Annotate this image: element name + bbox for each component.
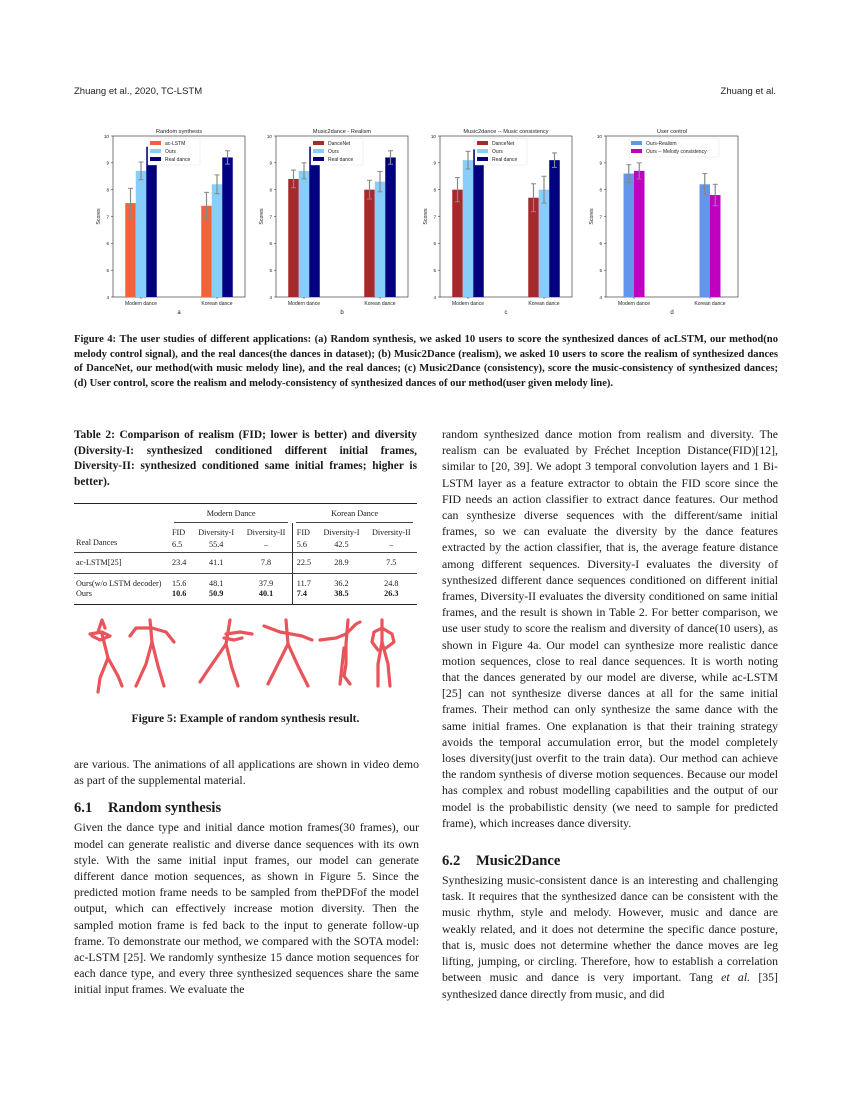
svg-text:ac-LSTM: ac-LSTM (165, 141, 186, 147)
svg-text:Modern dance: Modern dance (452, 301, 484, 307)
svg-text:4: 4 (269, 294, 272, 300)
chart-a-random-synthesis (92, 124, 257, 320)
section-6-1-paragraph: Given the dance type and initial dance motion frames(30 frames), our model can generate realistic and diverse dance sequences with its own style. With the same initial input frames, our model can generate different dance motion sequences, as shown in Figure 5. Since the predicted motion frame needs to be sampled from thePDFof the model output, which can effectively increase motion diversity. Then the sampled motion frame is fed back to the input to generate follow-up frame. To demonstrate our method, we compared with the SOTA model: ac-LSTM [25]. We randomly synthesize 15 dance motion sequences for each dance type, and every three synthesized sequences share the same initial input frames. We evaluate the (74, 820, 419, 997)
comparison-table (74, 503, 417, 605)
svg-text:6: 6 (106, 241, 109, 247)
svg-text:10: 10 (266, 133, 272, 139)
table-row: Ours(w/o LSTM decoder) 15.6 48.1 37.9 11.7 36.2 24.8 (74, 574, 417, 590)
section-6-2-heading: 6.2 Music2Dance (442, 853, 561, 870)
svg-text:7: 7 (433, 214, 436, 220)
svg-text:10: 10 (430, 133, 436, 139)
col-header: Diversity-I (198, 528, 235, 537)
dance-figure-4 (264, 620, 312, 686)
svg-text:9: 9 (599, 160, 602, 166)
left-column (74, 756, 419, 998)
table-row: Real Dances 6.5 55.4 – 5.6 42.5 – (74, 538, 417, 553)
svg-text:10: 10 (596, 133, 602, 139)
figure-4-caption-text: The user studies of different applications: (a) Random synthesis, we asked 10 users to score the synthesized dances of acLSTM, our method(no melody control signal), and the real dances(the dances in dataset); (b) Music2Dance (realism), we asked 10 users to score the realism of synthesized dances of DanceNet, our method(with music melody line), and the real dances; (c) Music2Dance (consistency), score the music-consistency of synthesized dances; (d) User control, score the realism and melody-consistency of synthesized dances of our method(user given melody line). (74, 334, 778, 389)
right-column (442, 426, 778, 1002)
svg-text:Korean dance: Korean dance (694, 301, 726, 307)
table-row-ours: Ours 10.6 50.9 40.1 7.4 38.5 26.3 (74, 589, 417, 605)
col-header: FID (172, 528, 186, 537)
svg-text:Korean dance: Korean dance (528, 301, 560, 307)
col-header: Diversity-II (246, 528, 286, 537)
svg-text:Korean dance: Korean dance (201, 301, 233, 307)
dance-figure-3 (200, 620, 252, 686)
svg-text:DanceNet: DanceNet (492, 141, 515, 147)
svg-text:Scores: Scores (259, 208, 265, 225)
group-header-modern: Modern Dance (206, 509, 256, 518)
svg-text:Modern dance: Modern dance (618, 301, 650, 307)
svg-text:Modern dance: Modern dance (125, 301, 157, 307)
svg-text:10: 10 (103, 133, 109, 139)
dance-figure-6 (372, 620, 394, 686)
svg-text:7: 7 (599, 214, 602, 220)
table-2-caption: Table 2: Comparison of realism (FID; lower is better) and diversity (Diversity-I: synthesized conditioned different initial frames, Diversity-II: synthesized conditioned same initial frames; higher is better). (74, 429, 417, 488)
svg-text:Ours-Realism: Ours-Realism (646, 141, 677, 147)
svg-text:Modern dance: Modern dance (288, 301, 320, 307)
svg-text:Real dance: Real dance (165, 157, 191, 163)
figure-4-charts (92, 124, 772, 320)
svg-text:Korean dance: Korean dance (364, 301, 396, 307)
section-6-2-paragraph: Synthesizing music-consistent dance is an interesting and challenging task. It requires that the synthesized dance can be consistent with the music rhythm, style and melody. However, music and dance are weakly related, and it does not determine the specific dance posture, that is, music does not determine whether the dance moves are leg lifting, jumping, or circling. Therefore, how to establish a correlation between music and dance is very important. Tang et al. [35] synthesized dance directly from music, and did (442, 873, 778, 1001)
svg-text:Scores: Scores (423, 208, 429, 225)
group-header-korean: Korean Dance (331, 509, 379, 518)
svg-text:8: 8 (599, 187, 602, 193)
svg-text:Real dance: Real dance (492, 157, 518, 163)
svg-text:c: c (504, 310, 508, 316)
col-header: Diversity-I (323, 528, 360, 537)
svg-text:d: d (670, 310, 674, 316)
svg-text:Scores: Scores (589, 208, 595, 225)
svg-text:6: 6 (599, 241, 602, 247)
intro-paragraph: are various. The animations of all applications are shown in video demo as part of the supplemental material. (74, 757, 419, 788)
table-row: ac-LSTM[25] 23.4 41.1 7.8 22.5 28.9 7.5 (74, 553, 417, 574)
dance-figure-1 (90, 620, 122, 692)
chart-c-music-consistency (419, 124, 584, 320)
svg-text:a: a (177, 310, 181, 316)
svg-text:9: 9 (433, 160, 436, 166)
svg-text:User control: User control (656, 129, 688, 135)
svg-text:Ours: Ours (328, 149, 339, 155)
svg-text:9: 9 (106, 160, 109, 166)
table-2 (74, 503, 417, 605)
dance-figure-2 (130, 620, 174, 686)
svg-text:5: 5 (433, 267, 436, 273)
svg-text:Music2dance -- Music consisten: Music2dance -- Music consistency (463, 129, 549, 135)
svg-text:6: 6 (433, 241, 436, 247)
svg-text:5: 5 (106, 267, 109, 273)
svg-text:7: 7 (269, 214, 272, 220)
running-header-left: Zhuang et al., 2020, TC-LSTM (74, 86, 203, 97)
figure-5-caption: Figure 5: Example of random synthesis result. (131, 712, 360, 725)
svg-text:Ours: Ours (165, 149, 176, 155)
right-paragraph-1: random synthesized dance motion from realism and diversity. The realism can be evaluated by Fréchet Inception Distance(FID)[12], similar to [20, 39]. We adopt 3 temporal convolution layers and 1 Bi-LSTM layer as a feature extractor to obtain the FID score since the FID needs an action classifier to extract dance features. Our method can synthesize diverse sequences with the different/same initial frames, so we can evaluate the diversity by the dance features extracted by the action classifier, that is, the average feature distance among different sequences. Diversity-I evaluates the diversity of synthesized different dance sequences conditioned on different initial frames, Diversity-II evaluates the diversity conditioned on same initial frames, and the result is shown in Table 2. For better comparison, we use user study to score the realism and diversity of dance(10 users), as shown in Figure 4a. Our model can synthesize more realistic dance motion sequences, close to real dance sequences. It is worth noting that the dances generated by our model are diverse, while ac-LSTM [25] can not synthesize diverse dances at all for the same initial frames. Their method can only synthesize the same dance with the same initial frames. One explanation is that their training strategy avoids the temporal accumulation error, but the model completely loses diversity(just overfit to the train data). Our method can achieve the random synthesis of diverse motion sequences. Because our model has complex and robust modelling capabilities and the output of our model is the probabilistic density (we need to sample for predicted frame), which increases dance diversity. (442, 427, 778, 830)
svg-text:7: 7 (106, 214, 109, 220)
svg-text:DanceNet: DanceNet (328, 141, 351, 147)
chart-b-music2dance-realism (255, 124, 420, 320)
col-header: FID (292, 523, 317, 538)
svg-text:Music2dance - Realism: Music2dance - Realism (312, 129, 372, 135)
svg-text:8: 8 (433, 187, 436, 193)
running-header-right: Zhuang et al. (720, 86, 776, 97)
svg-text:4: 4 (599, 294, 602, 300)
svg-text:6: 6 (269, 241, 272, 247)
svg-text:b: b (340, 310, 344, 316)
svg-text:Ours -- Melody consistency: Ours -- Melody consistency (646, 149, 707, 155)
svg-text:8: 8 (269, 187, 272, 193)
chart-d-user-control (585, 124, 750, 320)
figure-5-image (80, 614, 410, 699)
figure-4-caption (74, 333, 778, 391)
svg-text:Ours: Ours (492, 149, 503, 155)
svg-text:5: 5 (269, 267, 272, 273)
svg-text:4: 4 (106, 294, 109, 300)
figure-4-label: Figure 4: (74, 334, 117, 345)
svg-text:Real dance: Real dance (328, 157, 354, 163)
svg-text:Random synthesis: Random synthesis (155, 129, 203, 135)
dance-figure-5 (320, 620, 360, 684)
dance-figures (80, 614, 410, 699)
svg-text:5: 5 (599, 267, 602, 273)
section-6-1-heading: 6.1 Random synthesis (74, 800, 222, 817)
svg-text:Scores: Scores (96, 208, 102, 225)
svg-text:4: 4 (433, 294, 436, 300)
svg-text:9: 9 (269, 160, 272, 166)
col-header: Diversity-II (371, 528, 411, 537)
svg-text:8: 8 (106, 187, 109, 193)
